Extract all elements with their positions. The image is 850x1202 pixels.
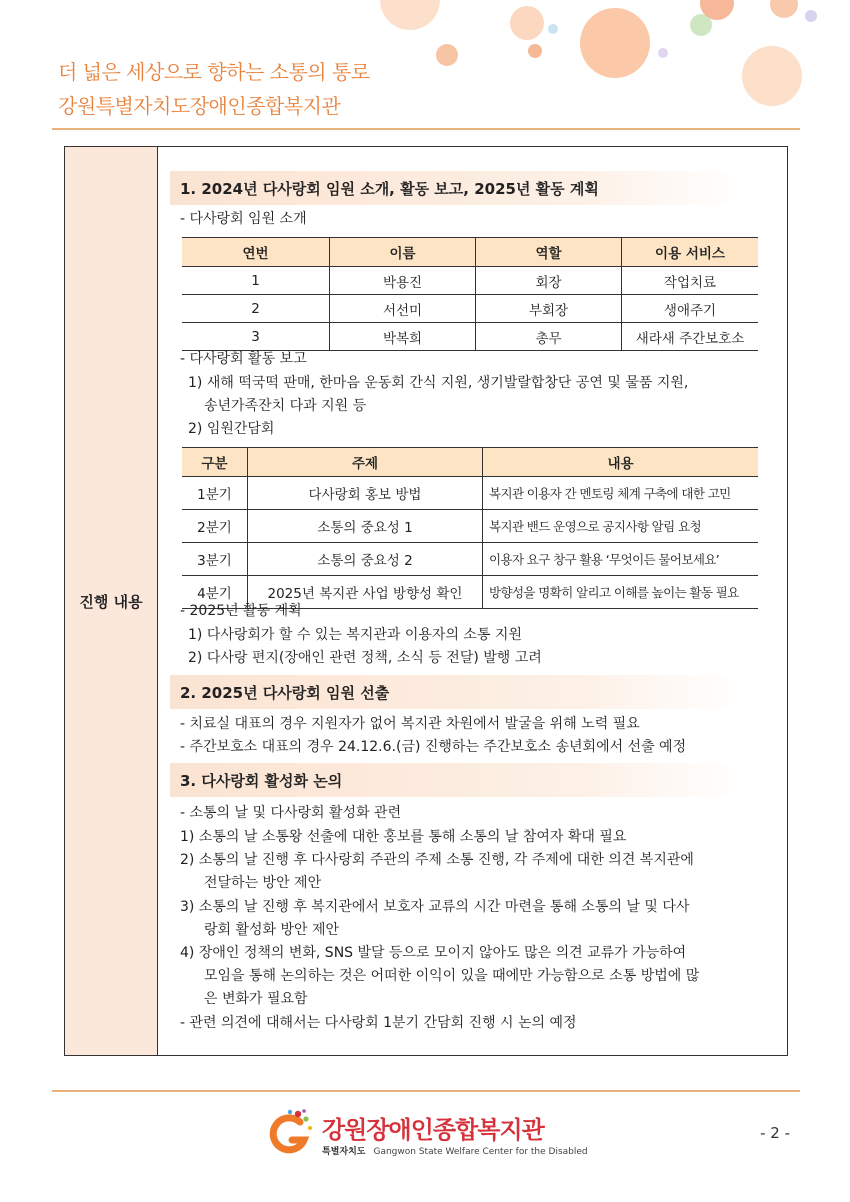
minutes-table — [64, 146, 788, 1056]
discussion-item: 3) 소통의 날 진행 후 복지관에서 보호자 교류의 시간 마련을 통해 소통의 날 및 다사 — [180, 899, 690, 915]
deco-circle — [580, 8, 650, 78]
report-intro: - 다사랑회 활동 보고 — [180, 351, 307, 367]
table-cell: 3분기 — [182, 543, 248, 576]
table-cell: 회장 — [476, 267, 622, 295]
table-row — [182, 323, 758, 351]
plan-item: 1) 다사랑회가 할 수 있는 복지관과 이용자의 소통 지원 — [188, 627, 522, 643]
meetings-header-cell: 내용 — [483, 448, 759, 477]
table-cell: 박복희 — [330, 323, 476, 351]
discussion-item-continued: 모임을 통해 논의하는 것은 어떠한 이익이 있을 때에만 가능함으로 소통 방법에 많 — [204, 968, 700, 984]
table-cell: 복지관 이용자 간 멘토링 체계 구축에 대한 고민 — [483, 477, 759, 510]
table-row — [182, 543, 758, 576]
report-item: 2) 임원간담회 — [188, 421, 275, 437]
plan-intro: - 2025년 활동 계획 — [180, 603, 302, 619]
election-item: - 주간보호소 대표의 경우 24.12.6.(금) 진행하는 주간보호소 송년회에서 선출 예정 — [180, 739, 687, 755]
officers-header-cell: 이용 서비스 — [622, 238, 759, 267]
table-cell: 2 — [182, 295, 330, 323]
discussion-item: 2) 소통의 날 진행 후 다사랑회 주관의 주제 소통 진행, 각 주제에 대한 의견 복지관에 — [180, 852, 694, 868]
table-cell: 복지관 밴드 운영으로 공지사항 알림 요청 — [483, 510, 759, 543]
report-item: 1) 새해 떡국떡 판매, 한마음 운동회 간식 지원, 생기발랄합창단 공연 및 물품 지원, — [188, 375, 689, 391]
footer-logo — [264, 1104, 588, 1160]
section-title-2: 2. 2025년 다사랑회 임원 선출 — [170, 675, 744, 709]
logo-name: 강원장애인종합복지관 — [322, 1116, 544, 1144]
deco-circle — [528, 44, 542, 58]
table-cell: 서선미 — [330, 295, 476, 323]
logo-english-name: Gangwon State Welfare Center for the Disabled — [373, 1147, 588, 1157]
deco-circle — [510, 6, 544, 40]
discussion-item-continued: 랑회 활성화 방안 제안 — [204, 922, 340, 938]
footer-divider — [52, 1090, 800, 1092]
discussion-intro: - 소통의 날 및 다사랑회 활성화 관련 — [180, 805, 402, 821]
logo-mark-icon — [264, 1106, 316, 1158]
table-cell: 총무 — [476, 323, 622, 351]
section-title-3: 3. 다사랑회 활성화 논의 — [170, 763, 744, 797]
table-row — [182, 295, 758, 323]
row-label: 진행 내용 — [65, 147, 158, 1055]
table-cell: 작업치료 — [622, 267, 759, 295]
discussion-closing: - 관련 의견에 대해서는 다사랑회 1분기 간담회 진행 시 논의 예정 — [180, 1015, 577, 1031]
plan-item: 2) 다사랑 편지(장애인 관련 정책, 소식 등 전달) 발행 고려 — [188, 650, 542, 666]
deco-circle — [770, 0, 798, 18]
officers-header-cell: 이름 — [330, 238, 476, 267]
deco-circle — [436, 44, 458, 66]
officers-header-cell: 연번 — [182, 238, 330, 267]
deco-circle — [805, 10, 817, 22]
officers-intro: - 다사랑회 임원 소개 — [180, 211, 307, 227]
table-cell: 1 — [182, 267, 330, 295]
deco-circle — [380, 0, 440, 30]
meetings-table — [182, 447, 758, 609]
meetings-header-cell: 구분 — [182, 448, 248, 477]
table-row — [182, 267, 758, 295]
table-cell: 이용자 요구 창구 활용 ‘무엇이든 물어보세요’ — [483, 543, 759, 576]
table-cell: 부회장 — [476, 295, 622, 323]
deco-circle — [742, 46, 802, 106]
table-cell: 새라새 주간보호소 — [622, 323, 759, 351]
meetings-header-cell: 주제 — [248, 448, 483, 477]
table-cell: 1분기 — [182, 477, 248, 510]
table-cell: 소통의 중요성 2 — [248, 543, 483, 576]
table-row — [182, 477, 758, 510]
discussion-item: 4) 장애인 정책의 변화, SNS 발달 등으로 모이지 않아도 많은 의견 교류가 가능하여 — [180, 945, 687, 961]
table-cell: 3 — [182, 323, 330, 351]
officers-table — [182, 237, 758, 351]
table-cell: 소통의 중요성 1 — [248, 510, 483, 543]
header-divider — [52, 128, 800, 130]
deco-circle — [548, 24, 558, 34]
table-cell: 다사랑회 홍보 방법 — [248, 477, 483, 510]
report-item-continued: 송년가족잔치 다과 지원 등 — [204, 398, 367, 414]
logo-subtitle — [322, 1144, 588, 1157]
header-slogan: 더 넓은 세상으로 향하는 소통의 통로 — [58, 60, 370, 84]
officers-header-cell: 역할 — [476, 238, 622, 267]
table-cell: 박용진 — [330, 267, 476, 295]
table-cell: 방향성을 명확히 알리고 이해를 높이는 활동 필요 — [483, 576, 759, 609]
table-row — [182, 510, 758, 543]
table-cell: 2025년 복지관 사업 방향성 확인 — [248, 576, 483, 609]
table-cell: 2분기 — [182, 510, 248, 543]
discussion-item: 1) 소통의 날 소통왕 선출에 대한 홍보를 통해 소통의 날 참여자 확대 필요 — [180, 829, 627, 845]
discussion-item-continued: 전달하는 방안 제안 — [204, 875, 322, 891]
deco-circle — [658, 48, 668, 58]
page-number: - 2 - — [760, 1124, 790, 1142]
section-title-1: 1. 2024년 다사랑회 임원 소개, 활동 보고, 2025년 활동 계획 — [170, 171, 744, 205]
table-cell: 4분기 — [182, 576, 248, 609]
election-item: - 치료실 대표의 경우 지원자가 없어 복지관 차원에서 발굴을 위해 노력 필요 — [180, 716, 640, 732]
discussion-item-continued: 은 변화가 필요함 — [204, 991, 308, 1007]
content-cell — [158, 147, 787, 1055]
header-organization: 강원특별자치도장애인종합복지관 — [58, 94, 341, 118]
table-cell: 생애주기 — [622, 295, 759, 323]
logo-region: 특별자치도 — [322, 1147, 366, 1157]
